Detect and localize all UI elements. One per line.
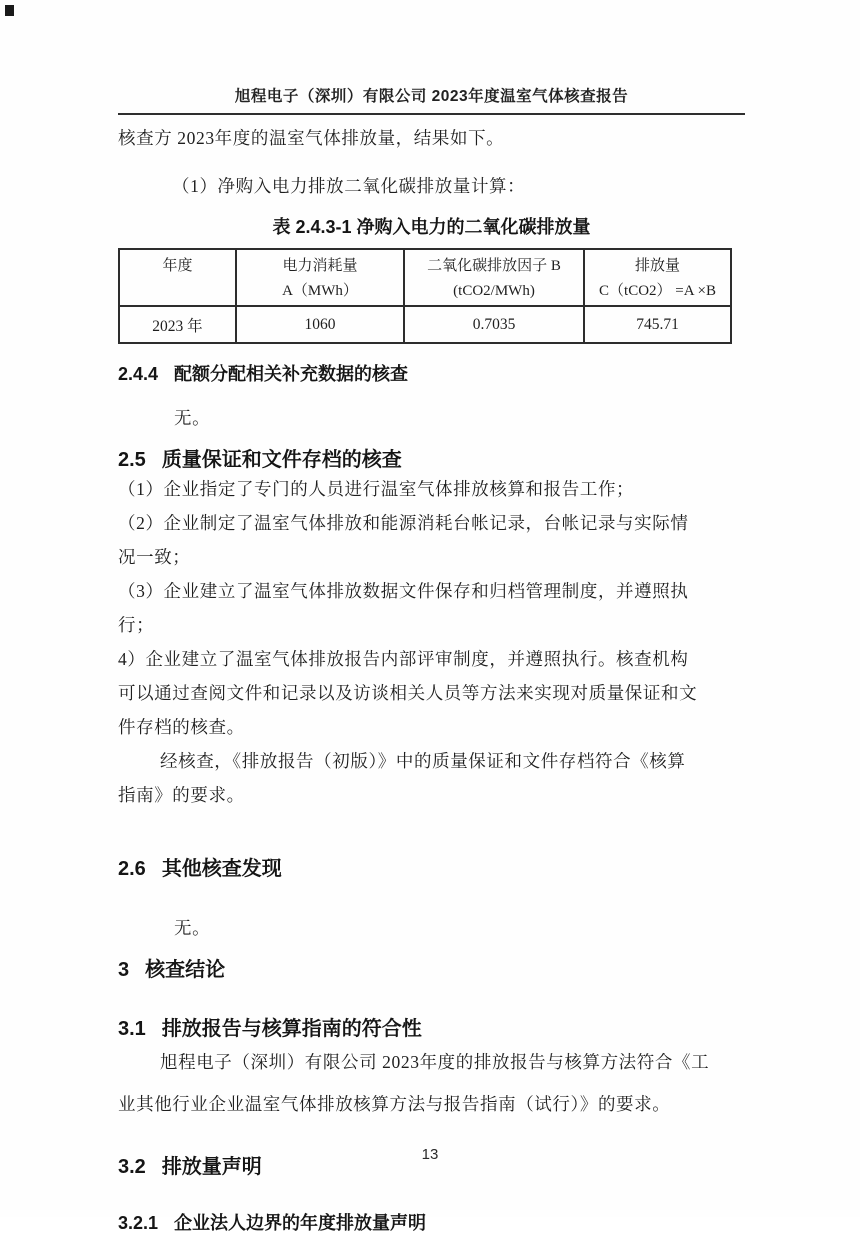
body-line: （3）企业建立了温室气体排放数据文件保存和归档管理制度，并遵照执: [118, 581, 689, 601]
body-line: （2）企业制定了温室气体排放和能源消耗台帐记录，台帐记录与实际情: [118, 513, 689, 533]
running-header: 旭程电子（深圳）有限公司 2023年度温室气体核查报告: [118, 84, 745, 115]
heading-title: 配额分配相关补充数据的核查: [174, 364, 409, 384]
heading-title: 排放量声明: [161, 1156, 262, 1178]
body-line: 指南》的要求。: [118, 785, 245, 805]
body-line: 可以通过查阅文件和记录以及访谈相关人员等方法来实现对质量保证和文: [118, 683, 698, 703]
body-line: 业其他行业企业温室气体排放核算方法与报告指南（试行）》的要求。: [118, 1094, 671, 1114]
col-header-year: 年度: [119, 249, 236, 306]
heading-3: [118, 953, 745, 982]
heading-number: 3: [118, 959, 130, 981]
emission-table-head: [119, 249, 731, 306]
heading-title: 质量保证和文件存档的核查: [161, 449, 402, 471]
heading-title: 排放报告与核算指南的符合性: [161, 1018, 422, 1040]
body-line: 况一致；: [118, 547, 191, 567]
cell-emission: 745.71: [584, 306, 731, 343]
heading-2-4-4: [118, 360, 745, 386]
heading-number: 2.6: [118, 858, 146, 880]
table-caption: 表 2.4.3-1 净购入电力的二氧化碳排放量: [272, 217, 591, 237]
body-line: 经核查，《排放报告（初版）》中的质量保证和文件存档符合《核算: [160, 751, 686, 771]
body-line: 旭程电子（深圳）有限公司 2023年度的排放报告与核算方法符合《工: [160, 1052, 710, 1072]
col-header-consumption: 电力消耗量 A（MWh）: [236, 249, 404, 306]
col-header-emission: 排放量 C（tCO2） =A ×B: [584, 249, 731, 306]
heading-number: 3.1: [118, 1018, 146, 1040]
heading-2-6: [118, 852, 745, 881]
heading-title: 其他核查发现: [161, 858, 282, 880]
body-line: 行；: [118, 615, 155, 635]
body-line: 件存档的核查。: [118, 717, 245, 737]
page-content: [118, 84, 745, 1235]
paragraph-none-1: 无。: [174, 408, 211, 428]
cell-year: 2023 年: [119, 306, 236, 343]
table-header-row: [119, 249, 731, 306]
page-number: 13: [421, 1146, 439, 1163]
emission-table-body: [119, 306, 731, 343]
heading-2-5: [118, 443, 745, 472]
heading-3-2-1: [118, 1209, 745, 1235]
body-line: （1）企业指定了专门的人员进行温室气体排放核算和报告工作；: [118, 479, 635, 499]
emission-table: [118, 248, 732, 344]
heading-3-1: [118, 1012, 745, 1041]
table-row: [119, 306, 731, 343]
col-header-factor: 二氧化碳排放因子 B (tCO2/MWh): [404, 249, 584, 306]
heading-number: 2.5: [118, 449, 146, 471]
body-line: 4）企业建立了温室气体排放报告内部评审制度，并遵照执行。核查机构: [118, 649, 689, 669]
heading-number: 3.2: [118, 1156, 146, 1178]
heading-number: 2.4.4: [118, 364, 159, 384]
intro-paragraph: 核查方 2023年度的温室气体排放量，结果如下。: [118, 128, 505, 148]
cell-consumption: 1060: [236, 306, 404, 343]
scan-artifact: [5, 5, 14, 16]
heading-number: 3.2.1: [118, 1213, 159, 1233]
cell-factor: 0.7035: [404, 306, 584, 343]
calc-label: （1）净购入电力排放二氧化碳排放量计算：: [172, 176, 526, 196]
heading-title: 企业法人边界的年度排放量声明: [174, 1213, 427, 1233]
heading-title: 核查结论: [145, 959, 226, 981]
paragraph-none-2: 无。: [174, 918, 211, 938]
